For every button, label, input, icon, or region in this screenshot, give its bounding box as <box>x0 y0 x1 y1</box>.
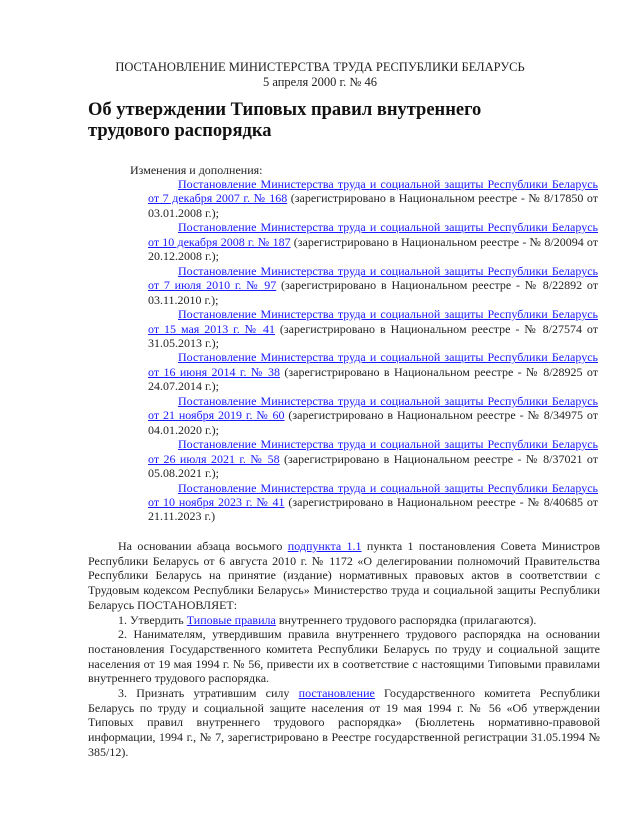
amendment-item <box>148 177 598 220</box>
clause-1-text: 1. Утвердить <box>118 612 187 627</box>
amendment-item <box>148 350 598 393</box>
amendment-link[interactable]: Постановление Министерства труда и социальной защиты Республики Беларусь от 26 июля 2021 г. № 58 <box>148 437 598 466</box>
document-body <box>88 539 600 760</box>
preamble-text: На основании абзаца восьмого <box>118 539 288 553</box>
amendment-registration: (зарегистрировано в Национальном реестре - № 8/40685 от 21.11.2023 г.) <box>148 494 598 524</box>
amendment-item <box>148 437 598 480</box>
amendment-item <box>148 394 598 437</box>
amendment-link[interactable]: Постановление Министерства труда и социальной защиты Республики Беларусь от 7 декабря 2007 г. № 168 <box>148 177 598 206</box>
resolution-link[interactable]: постановление <box>298 686 375 701</box>
clause-2: 2. Нанимателям, утвердившим правила внутреннего трудового распорядка на основании постановления Государственного комитета Республики Беларусь по труду и социальной защите населения от 19 мая 1994 г. № 56, привести их в соответствие с настоящими Типовыми правилами внутреннего трудового распорядка. <box>88 627 600 686</box>
amendment-item <box>148 481 598 524</box>
amendment-link[interactable]: Постановление Министерства труда и социальной защиты Республики Беларусь от 21 ноября 2019 г. № 60 <box>148 393 598 423</box>
preamble-paragraph <box>88 539 600 613</box>
changes-label: Изменения и дополнения: <box>130 163 263 177</box>
amendment-registration: (зарегистрировано в Национальном реестре - № 8/20094 от 20.12.2008 г.); <box>148 234 599 264</box>
amendment-registration: (зарегистрировано в Национальном реестре - № 8/17850 от 03.01.2008 г.); <box>148 191 599 220</box>
amendment-link[interactable]: Постановление Министерства труда и социальной защиты Республики Беларусь от 10 ноября 2023 г. № 41 <box>148 480 598 509</box>
amendment-registration: (зарегистрировано в Национальном реестре - № 8/28925 от 24.07.2014 г.); <box>148 364 598 394</box>
document-date: 5 апреля 2000 г. № 46 <box>262 75 377 89</box>
page-title: Об утверждении Типовых правил внутреннего трудового распорядка <box>88 100 482 141</box>
amendment-item <box>148 264 598 307</box>
amendment-link[interactable]: Постановление Министерства труда и социальной защиты Республики Беларусь от 7 июля 2010 г. № 97 <box>148 263 598 293</box>
clause-3-text: 3. Признать утратившим силу <box>118 686 299 701</box>
amendment-registration: (зарегистрировано в Национальном реестре - № 8/34975 от 04.01.2020 г.); <box>148 408 598 437</box>
amendment-link[interactable]: Постановление Министерства труда и социальной защиты Республики Беларусь от 10 декабря 2008 г. № 187 <box>148 220 598 249</box>
preamble-text-cont: пункта 1 постановления Совета Министров Республики Беларусь от 6 августа 2010 г. № 1172 «О делегировании полномочий Правительства Республики Беларусь на принятие (издание) нормативных правовых актов в соответствии с Трудовым кодексом Республики Беларусь» Министерство труда и социальной защиты Республики Беларусь ПОСТАНОВЛЯЕТ: <box>88 539 600 612</box>
clause-1-text-cont: внутреннего трудового распорядка (прилагаются). <box>275 612 537 627</box>
subclause-link[interactable]: подпункта 1.1 <box>287 539 362 553</box>
amendment-registration: (зарегистрировано в Национальном реестре - № 8/27574 от 31.05.2013 г.); <box>148 321 598 350</box>
amendment-registration: (зарегистрировано в Национальном реестре - № 8/37021 от 05.08.2021 г.); <box>148 451 599 481</box>
document-issuer: ПОСТАНОВЛЕНИЕ МИНИСТЕРСТВА ТРУДА РЕСПУБЛИКИ БЕЛАРУСЬ <box>115 60 525 74</box>
model-rules-link[interactable]: Типовые правила <box>186 612 276 627</box>
clause-3 <box>88 686 600 760</box>
amendment-item <box>148 307 598 350</box>
clause-1 <box>88 613 600 628</box>
amendment-item <box>148 220 598 263</box>
amendment-registration: (зарегистрировано в Национальном реестре - № 8/22892 от 03.11.2010 г.); <box>148 278 599 307</box>
amendments-list <box>148 177 598 524</box>
amendment-link[interactable]: Постановление Министерства труда и социальной защиты Республики Беларусь от 15 мая 2013 г. № 41 <box>148 307 598 336</box>
amendment-link[interactable]: Постановление Министерства труда и социальной защиты Республики Беларусь от 16 июня 2014 г. № 38 <box>148 350 598 379</box>
clause-3-text-cont: Государственного комитета Республики Беларусь по труду и социальной защите населения от 19 мая 1994 г. № 56 «Об утверждении Типовых правил внутреннего трудового распорядка» (Бюллетень нормативно-правовой информации, 1994 г., № 7, зарегистрировано в Реестре государственной регистрации 31.05.1994 № 385/12). <box>88 686 600 759</box>
